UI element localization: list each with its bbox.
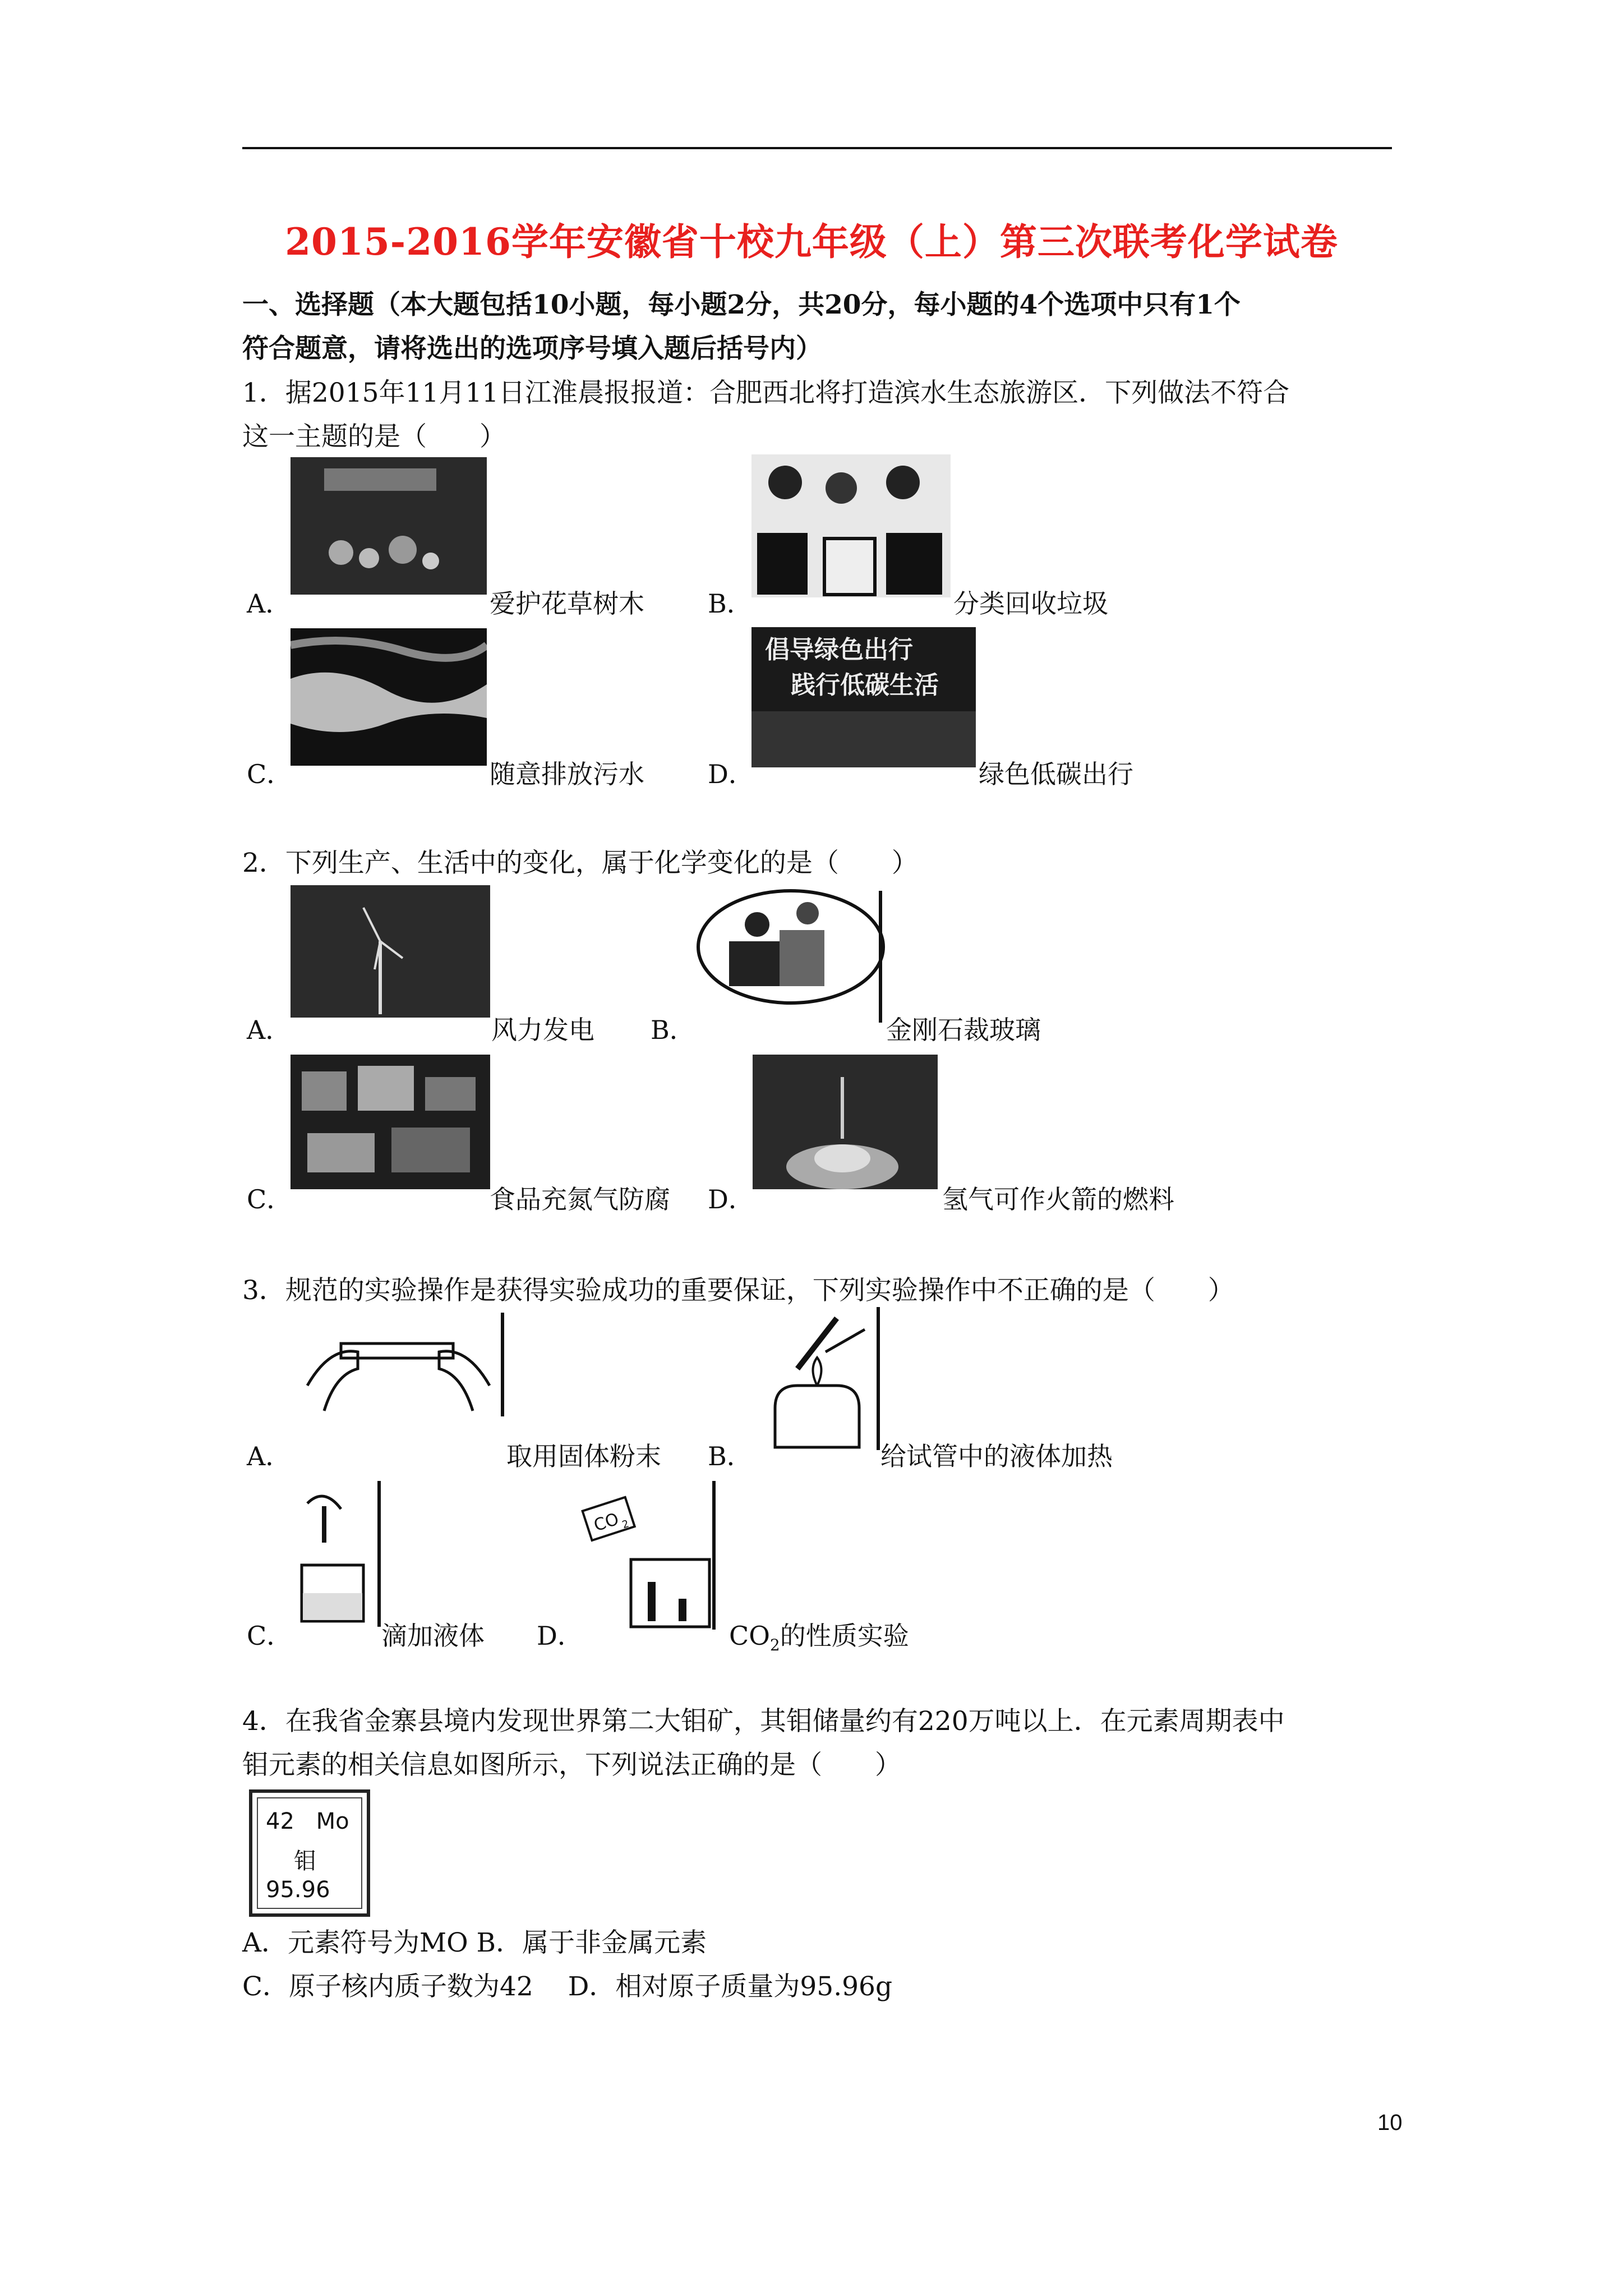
element-name: 钼 xyxy=(294,1848,316,1874)
question-3-line1: 3．规范的实验操作是获得实验成功的重要保证，下列实验操作中不正确的是（ ） xyxy=(242,1275,1234,1306)
q1-option-d-letter: D． xyxy=(708,759,754,789)
q4-options-line2: C．原子核内质子数为42 D．相对原子质量为95.96g xyxy=(242,1971,893,2002)
question-4-options xyxy=(242,1921,1398,2009)
q3-option-c-letter: C． xyxy=(247,1621,293,1651)
element-tile-inner xyxy=(257,1797,362,1909)
q3-image-d xyxy=(580,1481,718,1630)
q1-image-d-caption-line1: 倡导绿色出行 xyxy=(765,636,913,664)
q2-option-a-letter: A． xyxy=(247,1015,292,1045)
q3-option-a-letter: A． xyxy=(247,1441,292,1471)
q1-option-a-letter: A． xyxy=(247,588,292,619)
q2-image-c xyxy=(291,1055,490,1189)
q3-image-b xyxy=(753,1307,882,1450)
q1-image-c xyxy=(291,628,487,766)
q3-image-c xyxy=(291,1481,383,1627)
section-heading-line2: 符合题意，请将选出的选项序号填入题后括号内） xyxy=(242,333,822,364)
q3-option-d-text xyxy=(729,1616,909,1654)
question-1-line1: 1．据2015年11月11日江淮晨报报道：合肥西北将打造滨水生态旅游区．下列做法不符合 xyxy=(242,378,1290,408)
co2-subscript: 2 xyxy=(769,1636,780,1655)
q3-option-b-text: 给试管中的液体加热 xyxy=(880,1441,1113,1471)
element-atomic-mass: 95.96 xyxy=(266,1877,330,1903)
q2-image-d xyxy=(753,1055,938,1189)
element-atomic-number: 42 xyxy=(266,1809,294,1834)
q2-option-b-text: 金刚石裁玻璃 xyxy=(886,1015,1041,1045)
q1-image-d xyxy=(751,627,976,767)
question-1-line2: 这一主题的是（ ） xyxy=(242,421,506,452)
question-4-line1: 4．在我省金寨县境内发现世界第二大钼矿，其钼储量约有220万吨以上．在元素周期表中 xyxy=(242,1706,1285,1737)
question-1-stem xyxy=(242,371,1398,459)
section-heading xyxy=(242,283,1398,371)
q3-option-a-text: 取用固体粉末 xyxy=(506,1441,661,1471)
q3-image-d-label-sub: 2 xyxy=(620,1517,631,1531)
q1-option-b-text: 分类回收垃圾 xyxy=(953,588,1108,619)
question-2-stem xyxy=(242,841,1398,885)
q3-option-c-text: 滴加液体 xyxy=(381,1621,485,1651)
header-rule xyxy=(242,147,1392,149)
question-4-line2: 钼元素的相关信息如图所示，下列说法正确的是（ ） xyxy=(242,1750,901,1780)
q1-option-d-text: 绿色低碳出行 xyxy=(979,759,1133,789)
q2-option-d-text: 氢气可作火箭的燃料 xyxy=(942,1184,1174,1214)
q1-image-b xyxy=(751,454,951,597)
q2-option-c-text: 食品充氮气防腐 xyxy=(490,1184,670,1214)
q2-image-b xyxy=(695,885,886,1028)
q1-option-b-letter: B． xyxy=(708,588,753,619)
q1-image-d-caption-line2: 践行低碳生活 xyxy=(791,671,939,700)
q3-image-a xyxy=(291,1313,506,1416)
element-tile-molybdenum xyxy=(249,1789,370,1917)
q1-option-c-letter: C． xyxy=(247,759,293,789)
question-3-stem xyxy=(242,1269,1398,1313)
co2-formula: CO xyxy=(729,1621,770,1651)
q3-option-b-letter: B． xyxy=(708,1441,753,1471)
q3-option-d-letter: D． xyxy=(537,1621,583,1651)
q2-option-b-letter: B． xyxy=(651,1015,695,1045)
section-heading-line1: 一、选择题（本大题包括10小题，每小题2分，共20分，每小题的4个选项中只有1个 xyxy=(242,289,1241,320)
q2-option-c-letter: C． xyxy=(247,1184,293,1214)
q1-image-a xyxy=(291,457,487,595)
q2-option-a-text: 风力发电 xyxy=(491,1015,594,1045)
q2-image-a xyxy=(291,885,490,1018)
element-symbol: Mo xyxy=(316,1809,349,1834)
q2-option-d-letter: D． xyxy=(708,1184,754,1214)
question-4-stem xyxy=(242,1700,1398,1787)
page-title: 2015-2016学年安徽省十校九年级（上）第三次联考化学试卷 xyxy=(285,220,1338,264)
q1-option-c-text: 随意排放污水 xyxy=(490,759,644,789)
q3-image-d-label: CO xyxy=(591,1509,621,1536)
q4-options-line1: A．元素符号为MO B．属于非金属元素 xyxy=(242,1927,707,1958)
question-2-line1: 2．下列生产、生活中的变化，属于化学变化的是（ ） xyxy=(242,848,918,878)
page-number: 10 xyxy=(1377,2110,1403,2135)
q3-option-d-label: 的性质实验 xyxy=(780,1621,909,1651)
q1-option-a-text: 爱护花草树木 xyxy=(490,588,644,619)
